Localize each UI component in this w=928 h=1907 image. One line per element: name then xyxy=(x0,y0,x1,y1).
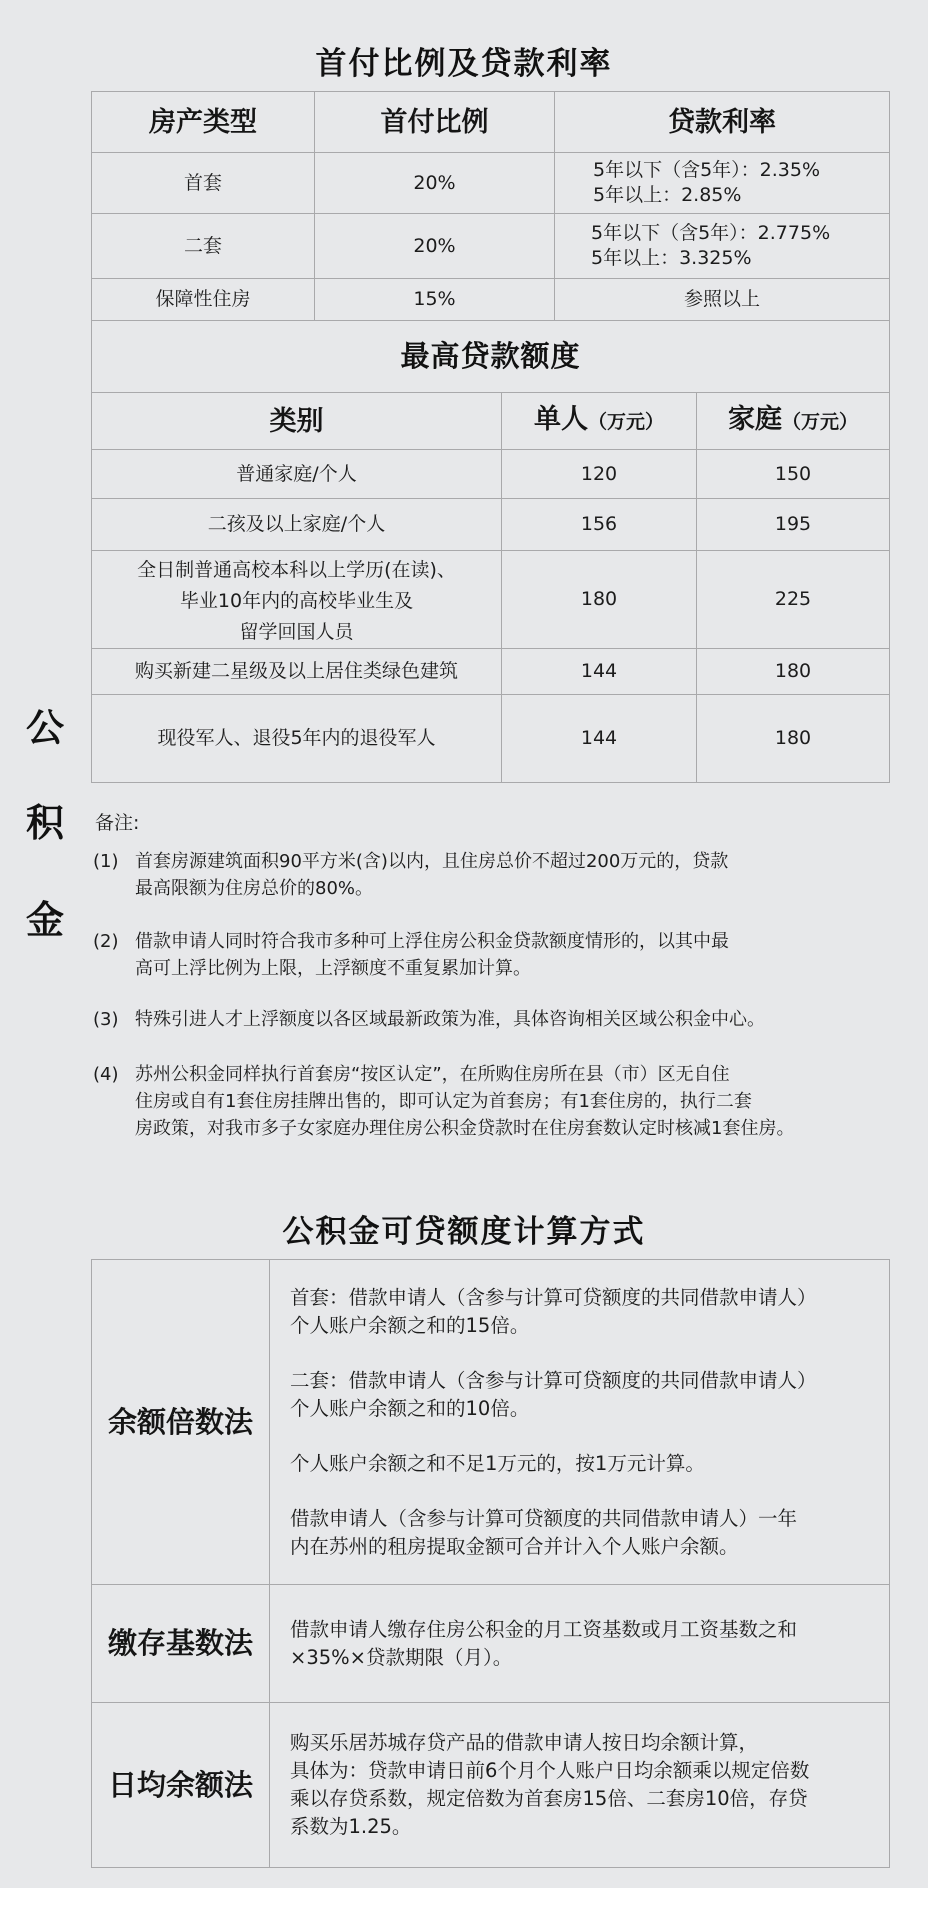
method-label: 日均余额法 xyxy=(92,1703,270,1868)
column-header: 贷款利率 xyxy=(555,92,890,153)
table-row xyxy=(92,499,890,551)
column-header-category: 类别 xyxy=(92,393,502,450)
note-body xyxy=(135,928,893,982)
description-paragraph xyxy=(290,1284,889,1340)
description-line: 个人账户余额之和的15倍。 xyxy=(290,1313,530,1337)
category-cell: 普通家庭/个人 xyxy=(92,450,502,499)
property-type-cell: 首套 xyxy=(92,153,315,214)
note-line: 苏州公积金同样执行首套房“按区认定”，在所购住房所在县（市）区无自住 xyxy=(135,1064,730,1085)
description-line: 个人账户余额之和的10倍。 xyxy=(290,1396,530,1420)
rate-line: 5年以上：2.85% xyxy=(593,184,742,206)
column-header: 房产类型 xyxy=(92,92,315,153)
side-label-char: 积 xyxy=(25,801,64,845)
loan-calculation-table xyxy=(91,1259,890,1868)
down-payment-cell: 20% xyxy=(315,214,555,279)
table-row xyxy=(92,551,890,649)
notes-heading: 备注: xyxy=(95,812,140,834)
column-header: 首付比例 xyxy=(315,92,555,153)
category-cell: 二孩及以上家庭/个人 xyxy=(92,499,502,551)
table-row xyxy=(92,1703,890,1868)
note-line: 住房或自有1套住房挂牌出售的，即可认定为首套房；有1套住房的，执行二套 xyxy=(135,1091,752,1112)
description-line: 具体为：贷款申请日前6个月个人账户日均余额乘以规定倍数 xyxy=(290,1759,810,1782)
note-item xyxy=(93,928,893,982)
property-type-cell: 二套 xyxy=(92,214,315,279)
description-line: 购买乐居苏城存贷产品的借款申请人按日均余额计算， xyxy=(290,1731,759,1754)
description-paragraph xyxy=(290,1616,889,1672)
note-number: (2) xyxy=(93,931,119,952)
description-line: 内在苏州的租房提取金额可合并计入个人账户余额。 xyxy=(290,1534,739,1558)
method-label: 缴存基数法 xyxy=(92,1585,270,1703)
description-paragraph xyxy=(290,1505,889,1561)
rate-line: 5年以下（含5年）：2.35% xyxy=(593,159,821,181)
category-line: 毕业10年内的高校毕业生及 xyxy=(179,590,414,612)
column-header-family xyxy=(697,393,890,450)
single-amount-cell: 120 xyxy=(502,450,697,499)
family-amount-cell: 195 xyxy=(697,499,890,551)
header-unit: （万元） xyxy=(782,411,859,433)
max-loan-amount-table xyxy=(91,320,890,783)
table-row xyxy=(92,450,890,499)
description-line: ×35%×贷款期限（月）。 xyxy=(290,1645,513,1669)
category-line: 全日制普通高校本科以上学历(在读)、 xyxy=(137,559,456,581)
description-paragraph xyxy=(290,1450,889,1478)
rate-line: 5年以上：3.325% xyxy=(591,247,752,269)
description-paragraph xyxy=(290,1367,889,1423)
category-cell: 现役军人、退役5年内的退役军人 xyxy=(92,695,502,783)
single-amount-cell: 144 xyxy=(502,695,697,783)
down-payment-cell: 20% xyxy=(315,153,555,214)
note-line: 特殊引进人才上浮额度以各区域最新政策为准，具体咨询相关区域公积金中心。 xyxy=(135,1009,765,1030)
header-text: 家庭 xyxy=(728,404,782,435)
table-header-row xyxy=(92,92,890,153)
table-row xyxy=(92,214,890,279)
description-line: 借款申请人（含参与计算可贷额度的共同借款申请人）一年 xyxy=(290,1506,798,1530)
table-row xyxy=(92,279,890,321)
description-line: 个人账户余额之和不足1万元的，按1万元计算。 xyxy=(290,1451,705,1475)
category-line: 留学回国人员 xyxy=(239,621,354,643)
method-label: 余额倍数法 xyxy=(92,1260,270,1585)
single-amount-cell: 180 xyxy=(502,551,697,649)
note-line: 高可上浮比例为上限，上浮额度不重复累加计算。 xyxy=(135,958,531,979)
section-title-max-loan: 最高贷款额度 xyxy=(92,321,890,393)
category-cell xyxy=(92,551,502,649)
loan-rate-cell: 参照以上 xyxy=(555,279,890,321)
method-description xyxy=(270,1585,890,1703)
table-header-row xyxy=(92,393,890,450)
table-row xyxy=(92,649,890,695)
section-title-down-payment-rates: 首付比例及贷款利率 xyxy=(315,46,613,82)
table-row xyxy=(92,1585,890,1703)
note-body xyxy=(135,848,893,902)
side-label-char: 公 xyxy=(25,706,64,750)
family-amount-cell: 150 xyxy=(697,450,890,499)
family-amount-cell: 180 xyxy=(697,649,890,695)
description-line: 乘以存贷系数，规定倍数为首套房15倍、二套房10倍，存贷 xyxy=(290,1787,808,1810)
single-amount-cell: 144 xyxy=(502,649,697,695)
method-description xyxy=(270,1703,890,1868)
table-row xyxy=(92,695,890,783)
section-title-calculation-methods: 公积金可贷额度计算方式 xyxy=(282,1214,646,1250)
single-amount-cell: 156 xyxy=(502,499,697,551)
down-payment-rate-table xyxy=(91,91,890,321)
family-amount-cell: 225 xyxy=(697,551,890,649)
method-description xyxy=(270,1260,890,1585)
note-line: 房政策，对我市多子女家庭办理住房公积金贷款时在住房套数认定时核减1套住房。 xyxy=(135,1118,795,1139)
note-item xyxy=(93,1006,893,1033)
description-paragraph xyxy=(290,1729,889,1841)
description-line: 二套：借款申请人（含参与计算可贷额度的共同借款申请人） xyxy=(290,1368,817,1392)
note-number: (4) xyxy=(93,1064,119,1085)
column-header-single xyxy=(502,393,697,450)
down-payment-cell: 15% xyxy=(315,279,555,321)
table-row xyxy=(92,1260,890,1585)
rate-line: 5年以下（含5年）：2.775% xyxy=(591,222,831,244)
category-cell: 购买新建二星级及以上居住类绿色建筑 xyxy=(92,649,502,695)
note-number: (1) xyxy=(93,851,119,872)
note-body xyxy=(135,1061,893,1142)
note-body xyxy=(135,1006,893,1033)
table-row xyxy=(92,153,890,214)
loan-rate-cell xyxy=(555,153,890,214)
note-number: (3) xyxy=(93,1009,119,1030)
property-type-cell: 保障性住房 xyxy=(92,279,315,321)
note-line: 首套房源建筑面积90平方米(含)以内，且住房总价不超过200万元的，贷款 xyxy=(135,851,729,872)
note-line: 最高限额为住房总价的80%。 xyxy=(135,878,374,899)
description-line: 借款申请人缴存住房公积金的月工资基数或月工资基数之和 xyxy=(290,1617,798,1641)
header-text: 单人 xyxy=(533,404,588,435)
note-line: 借款申请人同时符合我市多种可上浮住房公积金贷款额度情形的，以其中最 xyxy=(135,931,729,952)
header-unit: （万元） xyxy=(587,411,664,433)
side-label-char: 金 xyxy=(25,898,64,942)
loan-rate-cell xyxy=(555,214,890,279)
description-line: 首套：借款申请人（含参与计算可贷额度的共同借款申请人） xyxy=(290,1285,817,1309)
note-item xyxy=(93,1061,893,1142)
note-item xyxy=(93,848,893,902)
table-title-row xyxy=(92,321,890,393)
family-amount-cell: 180 xyxy=(697,695,890,783)
description-line: 系数为1.25。 xyxy=(290,1815,412,1838)
